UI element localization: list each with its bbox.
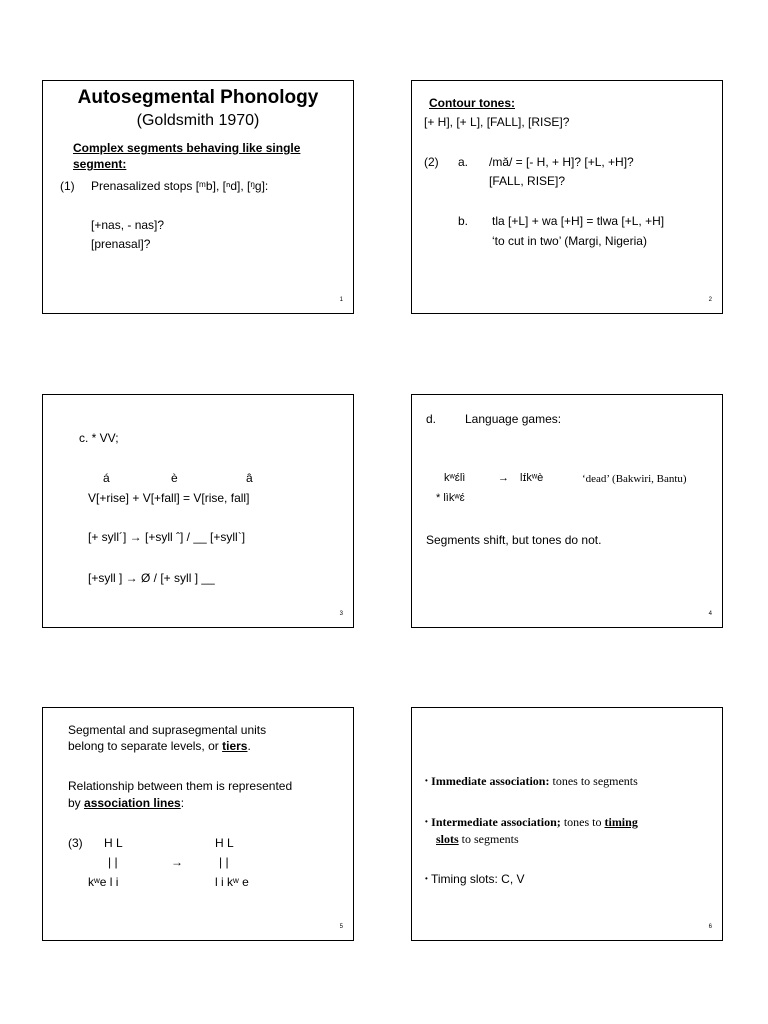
example-b-line-2: ‘to cut in two’ (Margi, Nigeria) (492, 234, 647, 248)
bullet-1-text: tones to segments (549, 774, 638, 788)
slide-number: 3 (339, 611, 343, 617)
slide-number: 1 (339, 297, 343, 303)
association-bars-left: | | (108, 855, 118, 869)
slide-1 (42, 80, 354, 314)
slide-number: 6 (708, 924, 712, 930)
slide-2 (411, 80, 723, 314)
term-intermediate-association: Intermediate association; (431, 815, 561, 829)
game-word-shifted: lɪ́kʷè (520, 472, 544, 484)
bullet-3 (425, 872, 525, 886)
sub-label-b: b. (458, 214, 469, 228)
game-word-original: kʷɛ́lì (444, 472, 466, 484)
slide-5 (42, 707, 354, 941)
bullet-icon: • (425, 817, 428, 826)
conclusion: Segments shift, but tones do not. (426, 533, 602, 547)
bullet-1 (425, 774, 638, 788)
term-slots: slots (436, 832, 459, 846)
bullet-2-text: tones to (560, 815, 605, 829)
tones-right: H L (215, 836, 234, 850)
slide-6 (411, 707, 723, 941)
slide-subtitle: (Goldsmith 1970) (136, 112, 260, 129)
slide-number: 2 (708, 297, 712, 303)
slide-3 (42, 394, 354, 628)
example-a-line-2: [FALL, RISE]? (489, 174, 566, 188)
bullet-icon: • (425, 874, 428, 883)
p2-text: by (68, 796, 85, 810)
association-bars-right: | | (219, 855, 229, 869)
bullet-2-text-end: to segments (458, 832, 519, 846)
bullet-3-text: Timing slots: C, V (430, 872, 525, 886)
game-gloss: ‘dead’ (Bakwiri, Bantu) (582, 473, 687, 485)
example-b-line-1: tla [+L] + wa [+H] = tlwa [+L, +H] (492, 214, 665, 228)
p2-colon: : (180, 796, 185, 810)
item-label: (2) (424, 155, 439, 169)
segments-left: kʷe l i (88, 875, 119, 889)
slide-heading: Language games: (465, 412, 562, 426)
item-label: d. (426, 412, 437, 426)
paragraph-1-line-2 (68, 739, 251, 753)
example-a-line-1: /mǎ/ = [- H, + H]? [+L, +H]? (489, 155, 634, 169)
item-label: (1) (60, 179, 75, 193)
segments-right: l i kʷ e (215, 875, 249, 889)
rule-3: [+syll ] → Ø / [+ syll ] __ (88, 571, 215, 585)
sub-label-a: a. (458, 155, 469, 169)
term-immediate-association: Immediate association: (431, 774, 550, 788)
tones-left: H L (104, 836, 123, 850)
heading-line-2: segment: (73, 157, 127, 171)
heading-line-1: Complex segments behaving like single (73, 141, 301, 155)
slide-number: 4 (708, 611, 712, 617)
vowel-fall: è (171, 471, 178, 485)
feature-line-a: [+nas, - nas]? (91, 218, 165, 232)
rule-1: V[+rise] + V[+fall] = V[rise, fall] (88, 491, 250, 505)
p1-text: belong to separate levels, or (68, 739, 223, 753)
tone-features-line: [+ H], [+ L], [FALL], [RISE]? (424, 115, 570, 129)
feature-line-b: [prenasal]? (91, 237, 151, 251)
slide-title: Autosegmental Phonology (77, 87, 319, 108)
paragraph-2-line-2 (68, 796, 184, 810)
slide-4 (411, 394, 723, 628)
vowel-contour: â (246, 471, 253, 485)
game-arrow: → (498, 472, 509, 484)
paragraph-2-line-1: Relationship between them is represented (68, 779, 293, 793)
term-timing: timing (604, 815, 638, 829)
constraint-line: c. * VV; (79, 431, 119, 445)
rule-2: [+ syll´] → [+syll ˆ] / __ [+syll`] (88, 530, 246, 544)
bullet-icon: • (425, 776, 428, 785)
p1-period: . (247, 739, 251, 753)
example-label: (3) (68, 836, 83, 850)
bullet-2-line-2 (436, 832, 519, 846)
item-text: Prenasalized stops [ᵐb], [ⁿd], [ᵑg]: (91, 179, 269, 193)
term-tiers: tiers (222, 739, 248, 753)
game-word-ungrammatical: * lìkʷɛ́ (436, 492, 465, 504)
slide-heading: Contour tones: (429, 96, 515, 110)
slide-number: 5 (339, 924, 343, 930)
bullet-2-line-1 (425, 815, 638, 829)
arrow: → (171, 855, 183, 869)
term-association-lines: association lines (84, 796, 181, 810)
vowel-rise: á (103, 471, 110, 485)
paragraph-1-line-1: Segmental and suprasegmental units (68, 723, 267, 737)
